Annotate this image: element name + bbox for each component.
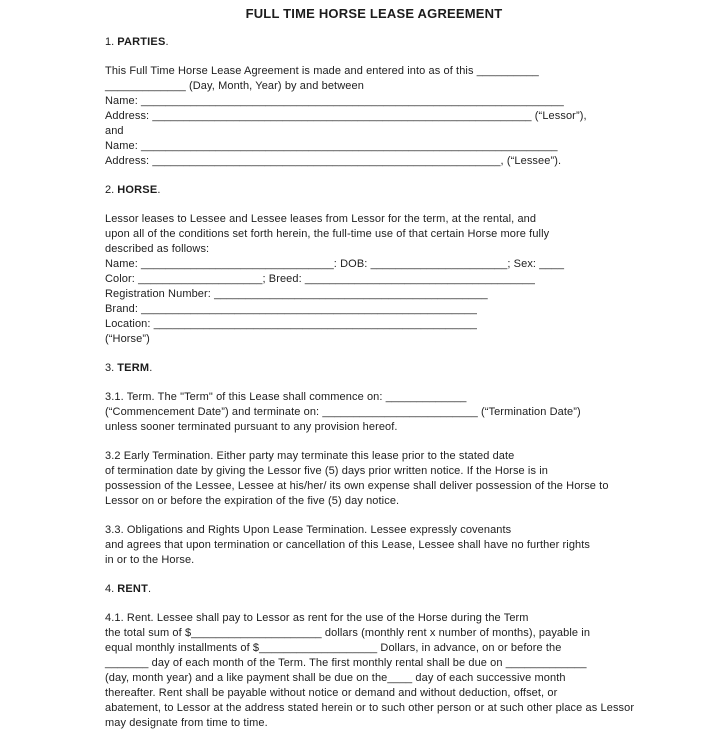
paragraph-obligations-3-3 bbox=[105, 523, 668, 568]
paragraph-term-3-1 bbox=[105, 390, 668, 435]
termination-date-blank: (“Commencement Date”) and terminate on: _________________________ (“Termination Date”) bbox=[105, 406, 581, 418]
due-day-blank: _______ day of each month of the Term. The first monthly rental shall be due on _____________ bbox=[105, 657, 587, 669]
text-line: 3.3. Obligations and Rights Upon Lease Termination. Lessee expressly covenants bbox=[105, 524, 512, 536]
section-number: 2. bbox=[105, 184, 115, 196]
text-line: in or to the Horse. bbox=[105, 554, 195, 566]
text-line: thereafter. Rent shall be payable without notice or demand and without deduction, offset, or bbox=[105, 687, 558, 699]
text-line: _____________ (Day, Month, Year) by and between bbox=[105, 80, 364, 92]
section-punct: . bbox=[148, 583, 152, 595]
section-heading bbox=[105, 183, 668, 198]
horse-name-dob-sex-blank: Name: _______________________________: DOB: ______________________; Sex: ____ bbox=[105, 258, 565, 270]
text-line: possession of the Lessee, Lessee at his/her/ its own expense shall deliver possession of the Horse to bbox=[105, 480, 609, 492]
text-line: 4.1. Rent. Lessee shall pay to Lessor as rent for the use of the Horse during the Term bbox=[105, 612, 529, 624]
horse-brand-blank: Brand: ______________________________________________________ bbox=[105, 303, 477, 315]
lessor-name-blank: Name: ____________________________________________________________________ bbox=[105, 95, 564, 107]
text-line: Lessor on or before the expiration of the five (5) day notice. bbox=[105, 495, 400, 507]
text-line: unless sooner terminated pursuant to any provision hereof. bbox=[105, 421, 398, 433]
paragraph-early-termination-3-2 bbox=[105, 449, 668, 509]
text-line: described as follows: bbox=[105, 243, 210, 255]
text-line: upon all of the conditions set forth herein, the full-time use of that certain Horse more fully bbox=[105, 228, 550, 240]
lessor-address-blank: Address: _____________________________________________________________ (“Lessor”), bbox=[105, 110, 587, 122]
text-line: may designate from time to time. bbox=[105, 717, 268, 729]
section-punct: . bbox=[149, 362, 153, 374]
total-rent-blank: the total sum of $_____________________ dollars (monthly rent x number of months), payable in bbox=[105, 627, 591, 639]
horse-color-breed-blank: Color: ____________________; Breed: _____________________________________ bbox=[105, 273, 535, 285]
text-line: and agrees that upon termination or cancellation of this Lease, Lessee shall have no further rights bbox=[105, 539, 591, 551]
section-heading bbox=[105, 35, 668, 50]
section-number: 4. bbox=[105, 583, 115, 595]
text-line: (“Horse”) bbox=[105, 333, 150, 345]
section-number: 3. bbox=[105, 362, 115, 374]
section-term bbox=[105, 361, 668, 568]
lessee-address-blank: Address: ________________________________________________________, (“Lessee”). bbox=[105, 155, 562, 167]
paragraph-horse-description bbox=[105, 212, 668, 347]
section-punct: . bbox=[157, 184, 161, 196]
horse-location-blank: Location: ____________________________________________________ bbox=[105, 318, 478, 330]
section-label: TERM bbox=[117, 362, 150, 374]
section-horse bbox=[105, 183, 668, 347]
text-line: 3.2 Early Termination. Either party may terminate this lease prior to the stated date bbox=[105, 450, 515, 462]
section-number: 1. bbox=[105, 36, 115, 48]
section-heading bbox=[105, 582, 668, 597]
paragraph-rent-4-1 bbox=[105, 611, 668, 731]
text-line: abatement, to Lessor at the address stated herein or to such other person or at such other place as Lessor bbox=[105, 702, 635, 714]
text-line: and bbox=[105, 125, 124, 137]
commencement-date-blank: 3.1. Term. The "Term" of this Lease shall commence on: _____________ bbox=[105, 391, 467, 403]
text-line: Lessor leases to Lessee and Lessee leases from Lessor for the term, at the rental, and bbox=[105, 213, 537, 225]
section-rent bbox=[105, 582, 668, 731]
text-line: of termination date by giving the Lessor five (5) days prior written notice. If the Horse is in bbox=[105, 465, 548, 477]
document-title: FULL TIME HORSE LEASE AGREEMENT bbox=[245, 6, 503, 21]
first-payment-date-blank: (day, month year) and a like payment shall be due on the____ day of each successive month bbox=[105, 672, 566, 684]
horse-registration-blank: Registration Number: ____________________________________________ bbox=[105, 288, 488, 300]
monthly-installment-blank: equal monthly installments of $___________________ Dollars, in advance, on or before the bbox=[105, 642, 562, 654]
paragraph-parties-intro bbox=[105, 64, 668, 169]
text-line: This Full Time Horse Lease Agreement is made and entered into as of this __________ bbox=[105, 65, 539, 77]
section-label: HORSE bbox=[117, 184, 158, 196]
section-heading bbox=[105, 361, 668, 376]
lessee-name-blank: Name: ___________________________________________________________________ bbox=[105, 140, 558, 152]
section-punct: . bbox=[165, 36, 169, 48]
section-label: PARTIES bbox=[117, 36, 166, 48]
section-parties bbox=[105, 35, 668, 169]
section-label: RENT bbox=[117, 583, 148, 595]
